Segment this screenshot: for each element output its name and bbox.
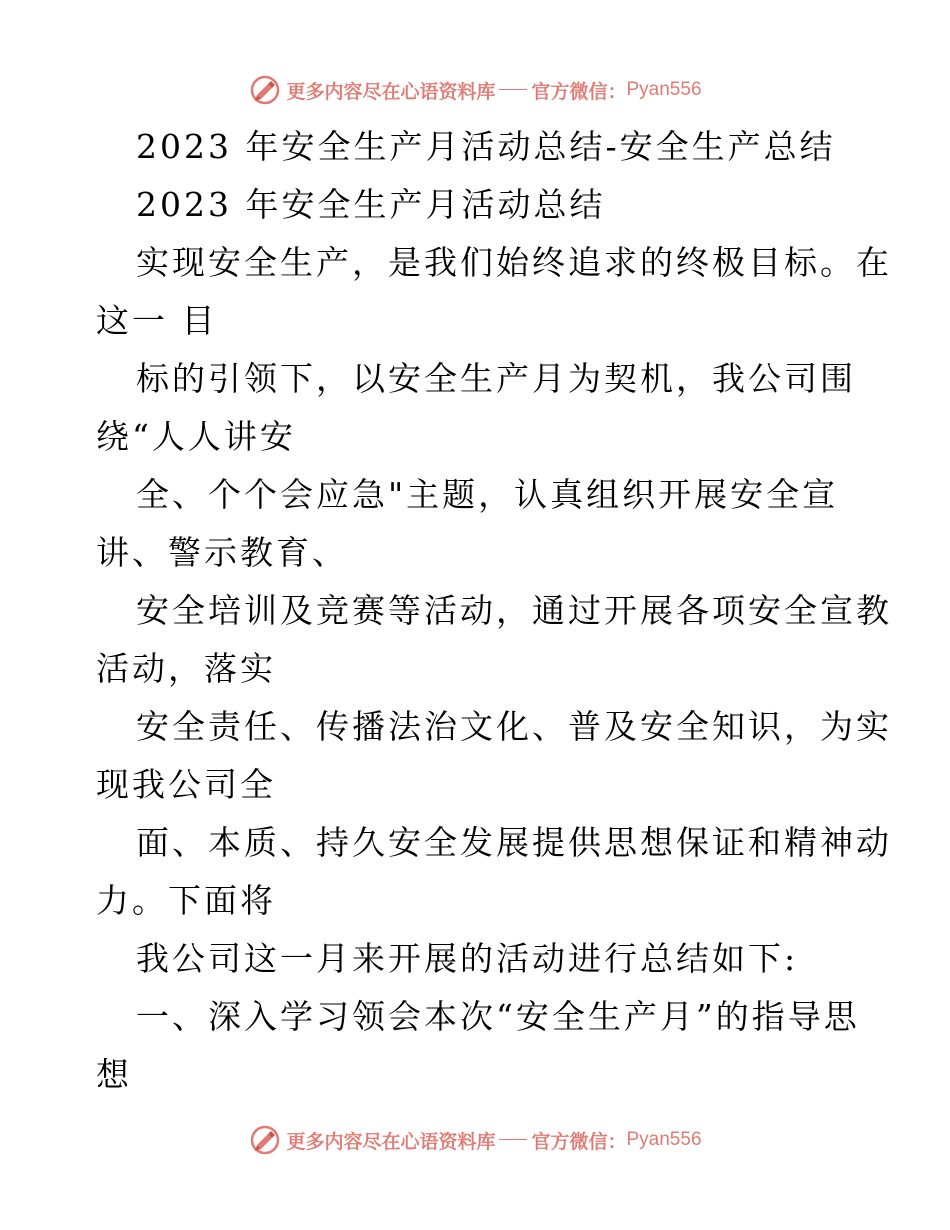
banner-wechat-id: Pyan556 <box>626 1129 702 1150</box>
paragraph-line: 面、本质、持久安全发展提供思想保证和精神动 <box>136 823 892 862</box>
paragraph-line: 讲、警示教育、 <box>96 533 348 572</box>
paragraph-line: 安全责任、传播法治文化、普及安全知识，为实 <box>136 707 892 746</box>
paragraph-line: 活动，落实 <box>96 649 276 688</box>
banner-dash <box>499 89 527 90</box>
banner-dash <box>499 1139 527 1140</box>
doc-title: 2023 年安全生产月活动总结-安全生产总结 <box>136 127 836 166</box>
paragraph-line: 实现安全生产，是我们始终追求的终极目标。在 <box>136 243 892 282</box>
paragraph-line: 标的引领下，以安全生产月为契机，我公司围 <box>136 359 856 398</box>
paragraph-line: 安全培训及竞赛等活动，通过开展各项安全宣教 <box>136 591 892 630</box>
banner-main-text: 更多内容尽在心语资料库 <box>286 80 496 103</box>
doc-subtitle: 2023 年安全生产月活动总结 <box>136 185 606 224</box>
pen-circle-logo-icon <box>248 73 282 107</box>
paragraph-line: 全、个个会应急"主题，认真组织开展安全宣 <box>136 475 839 514</box>
banner-wechat-label: 官方微信： <box>531 1130 627 1153</box>
document-body <box>96 118 892 1104</box>
header-banner <box>0 70 950 110</box>
banner-wechat-id: Pyan556 <box>626 79 702 100</box>
paragraph-line: 力。下面将 <box>96 881 276 920</box>
paragraph-line: 现我公司全 <box>96 765 276 804</box>
footer-banner <box>0 1120 950 1160</box>
paragraph-line: 我公司这一月来开展的活动进行总结如下: <box>136 939 799 978</box>
paragraph-line: 这一 目 <box>96 301 218 340</box>
section-heading-continued: 想 <box>96 1055 132 1094</box>
banner-wechat-label: 官方微信： <box>531 80 627 103</box>
paragraph-line: 绕“人人讲安 <box>96 417 296 456</box>
section-heading: 一、深入学习领会本次“安全生产月”的指导思 <box>136 997 860 1036</box>
pen-circle-logo-icon <box>248 1123 282 1157</box>
banner-main-text: 更多内容尽在心语资料库 <box>286 1130 496 1153</box>
